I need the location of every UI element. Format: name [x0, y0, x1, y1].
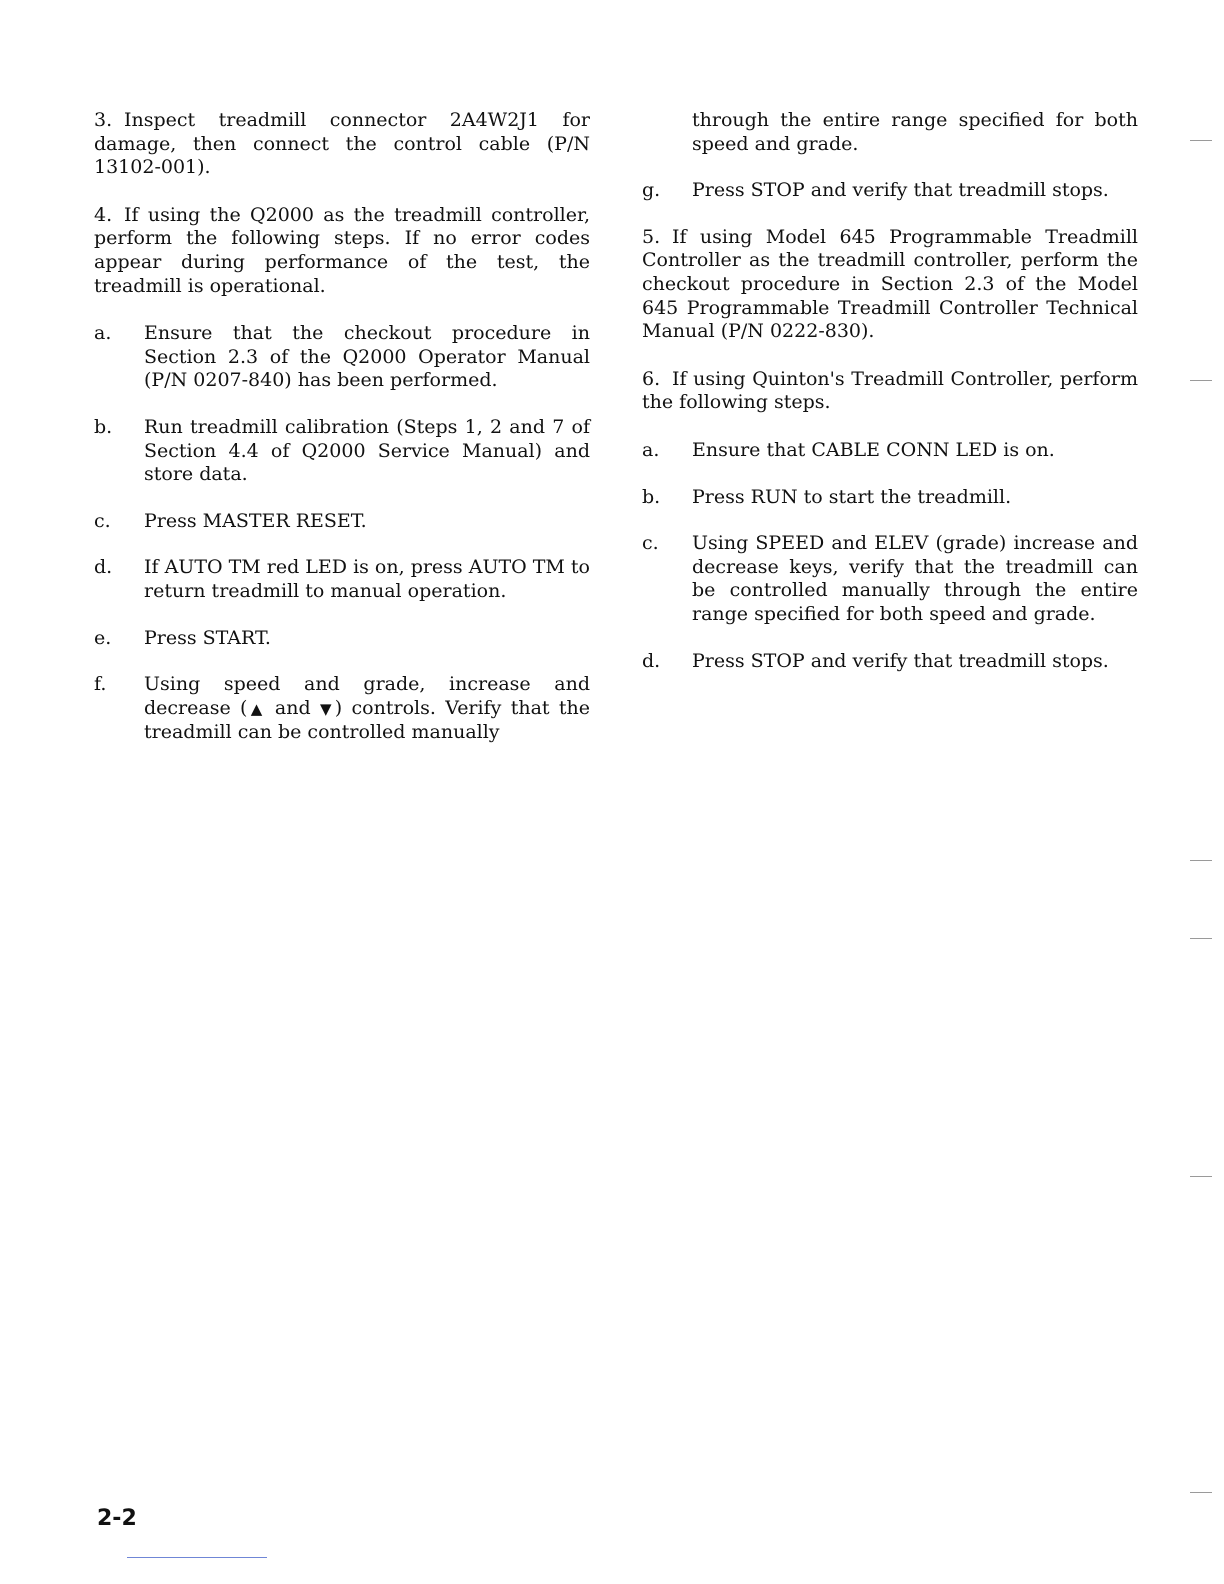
scan-mark: [1190, 1492, 1212, 1493]
scan-mark: [1190, 938, 1212, 939]
paragraph-6: [642, 368, 1138, 415]
step-g: [642, 179, 1138, 203]
scan-mark: [1190, 380, 1212, 381]
step-letter: a.: [642, 438, 660, 461]
step-c: [642, 532, 1138, 626]
step-d: [94, 556, 590, 603]
step-letter: c.: [642, 532, 659, 555]
paragraph-text: If using Quinton's Treadmill Controller, perform the following steps.: [642, 367, 1138, 414]
step-letter: b.: [642, 485, 661, 508]
step-letter: c.: [94, 509, 111, 532]
step-d: [642, 650, 1138, 674]
step-text: Press START.: [144, 626, 271, 649]
step-letter: b.: [94, 415, 113, 438]
step-f: [94, 673, 590, 745]
step-b: [642, 486, 1138, 510]
step-text: Using SPEED and ELEV (grade) increase and decrease keys, verify that the treadmill can be controlled manually through the entire range specified for both speed and grade.: [692, 532, 1138, 625]
step-text-after: ) controls. Verify that the treadmill can be controlled manually: [144, 696, 590, 744]
step-text: Press STOP and verify that treadmill stops.: [692, 649, 1109, 672]
step-a: [642, 439, 1138, 463]
scan-mark: [1190, 1176, 1212, 1177]
step-text: Ensure that CABLE CONN LED is on.: [692, 438, 1055, 461]
step-c: [94, 510, 590, 534]
paragraph-number: 4.: [94, 203, 113, 226]
scan-mark: [1190, 140, 1212, 141]
step-letter: d.: [642, 649, 661, 672]
step-b: [94, 416, 590, 487]
step-text: Ensure that the checkout procedure in Section 2.3 of the Q2000 Operator Manual (P/N 0207-840) has been performed.: [144, 322, 590, 392]
and-word: and: [265, 696, 320, 719]
paragraph-text: If using Model 645 Programmable Treadmill Controller as the treadmill controller, perform the checkout procedure in Section 2.3 of the Model 645 Programmable Treadmill Controller Technical Manual (P/N 0222-830).: [642, 225, 1138, 343]
paragraph-number: 3.: [94, 109, 113, 131]
step-text: Press STOP and verify that treadmill stops.: [692, 179, 1109, 202]
right-column: [642, 109, 1138, 696]
step-letter: e.: [94, 626, 112, 649]
paragraph-number: 5.: [642, 225, 661, 248]
paragraph-4: [94, 204, 590, 298]
step-text-before: Using speed and grade, increase and decrease (: [144, 673, 590, 719]
step-letter: f.: [94, 673, 107, 696]
bottom-divider: [127, 1557, 267, 1558]
step-text: Run treadmill calibration (Steps 1, 2 and 7 of Section 4.4 of Q2000 Service Manual) and store data.: [144, 415, 590, 486]
step-letter: g.: [642, 179, 661, 202]
step-text: Press RUN to start the treadmill.: [692, 485, 1012, 508]
paragraph-text: Inspect treadmill connector 2A4W2J1 for damage, then connect the control cable (P/N 13102-001).: [94, 109, 590, 179]
step-letter: d.: [94, 556, 113, 579]
step-text: Press MASTER RESET.: [144, 509, 367, 532]
up-arrow-icon: ▲: [247, 699, 266, 718]
left-column: [94, 109, 590, 768]
paragraph-3: [94, 109, 590, 180]
step-a: [94, 322, 590, 393]
step-letter: a.: [94, 322, 112, 345]
paragraph-number: 6.: [642, 367, 661, 390]
step-e: [94, 627, 590, 651]
step-text: [144, 673, 590, 743]
paragraph-text: If using the Q2000 as the treadmill controller, perform the following steps. If no error codes appear during performance of the test, the treadmill is operational.: [94, 203, 590, 297]
down-arrow-icon: ▼: [319, 699, 335, 718]
step-f-continuation: through the entire range specified for both speed and grade.: [692, 109, 1138, 155]
paragraph-5: [642, 226, 1138, 344]
page-number: 2-2: [97, 1506, 137, 1531]
step-text: If AUTO TM red LED is on, press AUTO TM to return treadmill to manual operation.: [144, 556, 590, 602]
scan-mark: [1190, 860, 1212, 861]
